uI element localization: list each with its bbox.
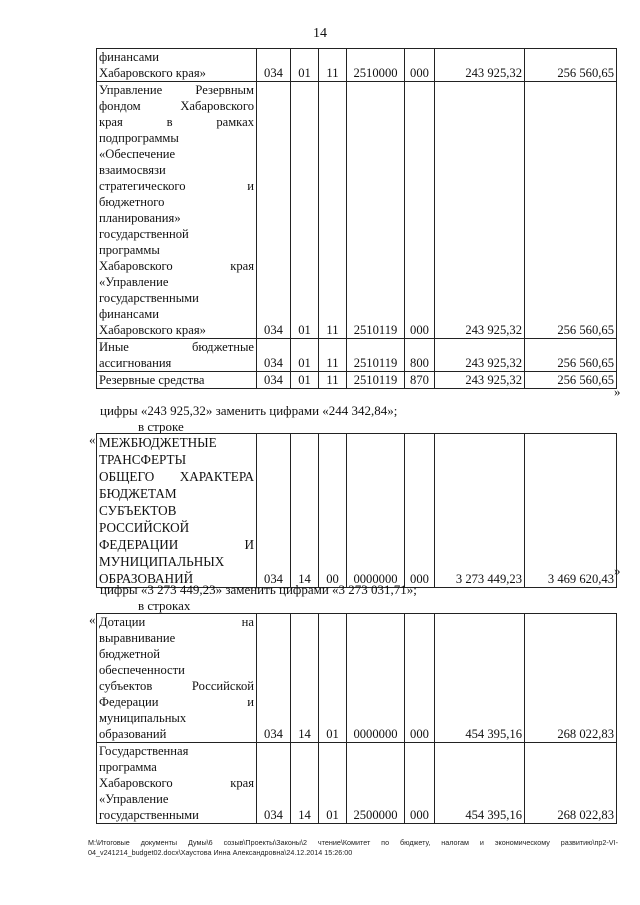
vr-code-cell: 000 xyxy=(405,82,435,339)
row-name-cell xyxy=(97,49,257,82)
row-name-line: программы xyxy=(99,243,160,257)
row-name-line: муниципальных xyxy=(99,711,187,725)
row-name-line: «Управление xyxy=(99,792,169,806)
page-number: 14 xyxy=(313,26,327,41)
amount-2016-cell: 268 022,83 xyxy=(525,614,617,743)
amount-2016-cell: 256 560,65 xyxy=(525,82,617,339)
gr-code-cell: 034 xyxy=(257,434,291,588)
row-name-line: взаимосвязи xyxy=(99,163,166,177)
table-row xyxy=(97,614,617,743)
row-name-line: «Обеспечение xyxy=(99,147,176,161)
budget-table-3 xyxy=(96,613,617,824)
rz-code-cell: 01 xyxy=(291,372,319,389)
amount-2015-cell: 243 925,32 xyxy=(435,372,525,389)
gr-code-cell: 034 xyxy=(257,743,291,824)
row-name-line: МУНИЦИПАЛЬНЫХ xyxy=(99,554,225,569)
row-name-line: Хабаровского края xyxy=(99,776,254,790)
row-name-cell xyxy=(97,372,257,389)
row-name-line: субъектов Российской xyxy=(99,679,254,693)
row-name-line: государственной xyxy=(99,227,189,241)
row-name-line: выравнивание xyxy=(99,631,176,645)
row-name-line: Дотации на xyxy=(99,615,254,629)
row-name-line: РОССИЙСКОЙ xyxy=(99,520,190,535)
row-name-line: ОБЩЕГО ХАРАКТЕРА xyxy=(99,469,254,484)
rz-code-cell: 14 xyxy=(291,434,319,588)
row-name-cell xyxy=(97,82,257,339)
vr-code-cell: 800 xyxy=(405,339,435,372)
pr-code-cell: 01 xyxy=(319,614,347,743)
budget-table-2 xyxy=(96,433,617,588)
row-name-line: бюджетной xyxy=(99,647,160,661)
opening-quote-2: « xyxy=(89,432,96,447)
amount-2015-cell: 243 925,32 xyxy=(435,49,525,82)
row-name-cell xyxy=(97,434,257,588)
csr-code-cell: 0000000 xyxy=(347,434,405,588)
row-name-line: государственными xyxy=(99,291,199,305)
row-name-line: Хабаровского края» xyxy=(99,323,206,337)
row-name-cell xyxy=(97,339,257,372)
csr-code-cell: 2510119 xyxy=(347,82,405,339)
gr-code-cell: 034 xyxy=(257,614,291,743)
rz-code-cell: 01 xyxy=(291,82,319,339)
row-name-cell xyxy=(97,743,257,824)
row-name-line: стратегического и xyxy=(99,179,254,193)
row-name-line: финансами xyxy=(99,307,160,321)
budget-table-1 xyxy=(96,48,617,389)
row-name-line: МЕЖБЮДЖЕТНЫЕ xyxy=(99,435,217,450)
row-name-line: ассигнования xyxy=(99,356,172,370)
instruction-2: цифры «3 273 449,23» заменить цифрами «3 273 031,71»; xyxy=(100,582,417,597)
gr-code-cell: 034 xyxy=(257,339,291,372)
row-name-line: подпрограммы xyxy=(99,131,179,145)
row-name-line: Хабаровского края» xyxy=(99,66,206,80)
amount-2015-cell: 454 395,16 xyxy=(435,743,525,824)
rz-code-cell: 14 xyxy=(291,614,319,743)
amount-2016-cell: 3 469 620,43 xyxy=(525,434,617,588)
pr-code-cell: 01 xyxy=(319,743,347,824)
row-name-line: ФЕДЕРАЦИИ И xyxy=(99,537,254,552)
row-name-line: фондом Хабаровского xyxy=(99,99,254,113)
row-name-line: Управление Резервным xyxy=(99,83,254,97)
amount-2016-cell: 256 560,65 xyxy=(525,339,617,372)
row-name-line: «Управление xyxy=(99,275,169,289)
rz-code-cell: 01 xyxy=(291,339,319,372)
rz-code-cell: 14 xyxy=(291,743,319,824)
row-name-line: обеспеченности xyxy=(99,663,185,677)
pr-code-cell: 11 xyxy=(319,339,347,372)
gr-code-cell: 034 xyxy=(257,82,291,339)
pr-code-cell: 11 xyxy=(319,82,347,339)
row-name-line: планирования» xyxy=(99,211,181,225)
amount-2015-cell: 3 273 449,23 xyxy=(435,434,525,588)
row-name-line: края в рамках xyxy=(99,115,254,129)
row-name-line: Резервные средства xyxy=(99,373,205,387)
table-row xyxy=(97,339,617,372)
document-footer: M:\Итоговые документы Думы\6 созыв\Проекты\Законы\2 чтение\Комитет по бюджету, налогам и экономическому развитию\пр2-VI-04_v241214_budget02.docx\Хаустова Инна Александровна\24.12.2014 15:26:00 xyxy=(88,838,618,857)
amount-2015-cell: 454 395,16 xyxy=(435,614,525,743)
row-name-line: ТРАНСФЕРТЫ xyxy=(99,452,187,467)
subheading-2: в строках xyxy=(138,598,191,613)
row-name-line: образований xyxy=(99,727,167,741)
subheading-1: в строке xyxy=(138,419,184,434)
table-row xyxy=(97,434,617,588)
vr-code-cell: 000 xyxy=(405,434,435,588)
row-name-line: Федерации и xyxy=(99,695,254,709)
row-name-line: ОБРАЗОВАНИЙ xyxy=(99,571,194,586)
gr-code-cell: 034 xyxy=(257,372,291,389)
row-name-line: Хабаровского края xyxy=(99,259,254,273)
row-name-line: финансами xyxy=(99,50,160,64)
amount-2016-cell: 256 560,65 xyxy=(525,49,617,82)
vr-code-cell: 000 xyxy=(405,614,435,743)
rz-code-cell: 01 xyxy=(291,49,319,82)
pr-code-cell: 11 xyxy=(319,49,347,82)
csr-code-cell: 2510119 xyxy=(347,339,405,372)
row-name-line: Иные бюджетные xyxy=(99,340,254,354)
vr-code-cell: 000 xyxy=(405,743,435,824)
table-row xyxy=(97,372,617,389)
vr-code-cell: 000 xyxy=(405,49,435,82)
opening-quote-3: « xyxy=(89,612,96,627)
instruction-1: цифры «243 925,32» заменить цифрами «244 342,84»; xyxy=(100,403,398,418)
table-row xyxy=(97,49,617,82)
row-name-line: бюджетного xyxy=(99,195,165,209)
closing-quote-2: » xyxy=(614,563,621,578)
amount-2016-cell: 268 022,83 xyxy=(525,743,617,824)
table-row xyxy=(97,743,617,824)
pr-code-cell: 11 xyxy=(319,372,347,389)
pr-code-cell: 00 xyxy=(319,434,347,588)
row-name-cell xyxy=(97,614,257,743)
csr-code-cell: 2510119 xyxy=(347,372,405,389)
row-name-line: Государственная xyxy=(99,744,189,758)
amount-2015-cell: 243 925,32 xyxy=(435,82,525,339)
csr-code-cell: 2500000 xyxy=(347,743,405,824)
row-name-line: БЮДЖЕТАМ xyxy=(99,486,177,501)
closing-quote-1: » xyxy=(614,384,621,399)
gr-code-cell: 034 xyxy=(257,49,291,82)
csr-code-cell: 2510000 xyxy=(347,49,405,82)
amount-2016-cell: 256 560,65 xyxy=(525,372,617,389)
row-name-line: программа xyxy=(99,760,157,774)
row-name-line: государственными xyxy=(99,808,199,822)
row-name-line: СУБЪЕКТОВ xyxy=(99,503,177,518)
csr-code-cell: 0000000 xyxy=(347,614,405,743)
vr-code-cell: 870 xyxy=(405,372,435,389)
table-row xyxy=(97,82,617,339)
amount-2015-cell: 243 925,32 xyxy=(435,339,525,372)
